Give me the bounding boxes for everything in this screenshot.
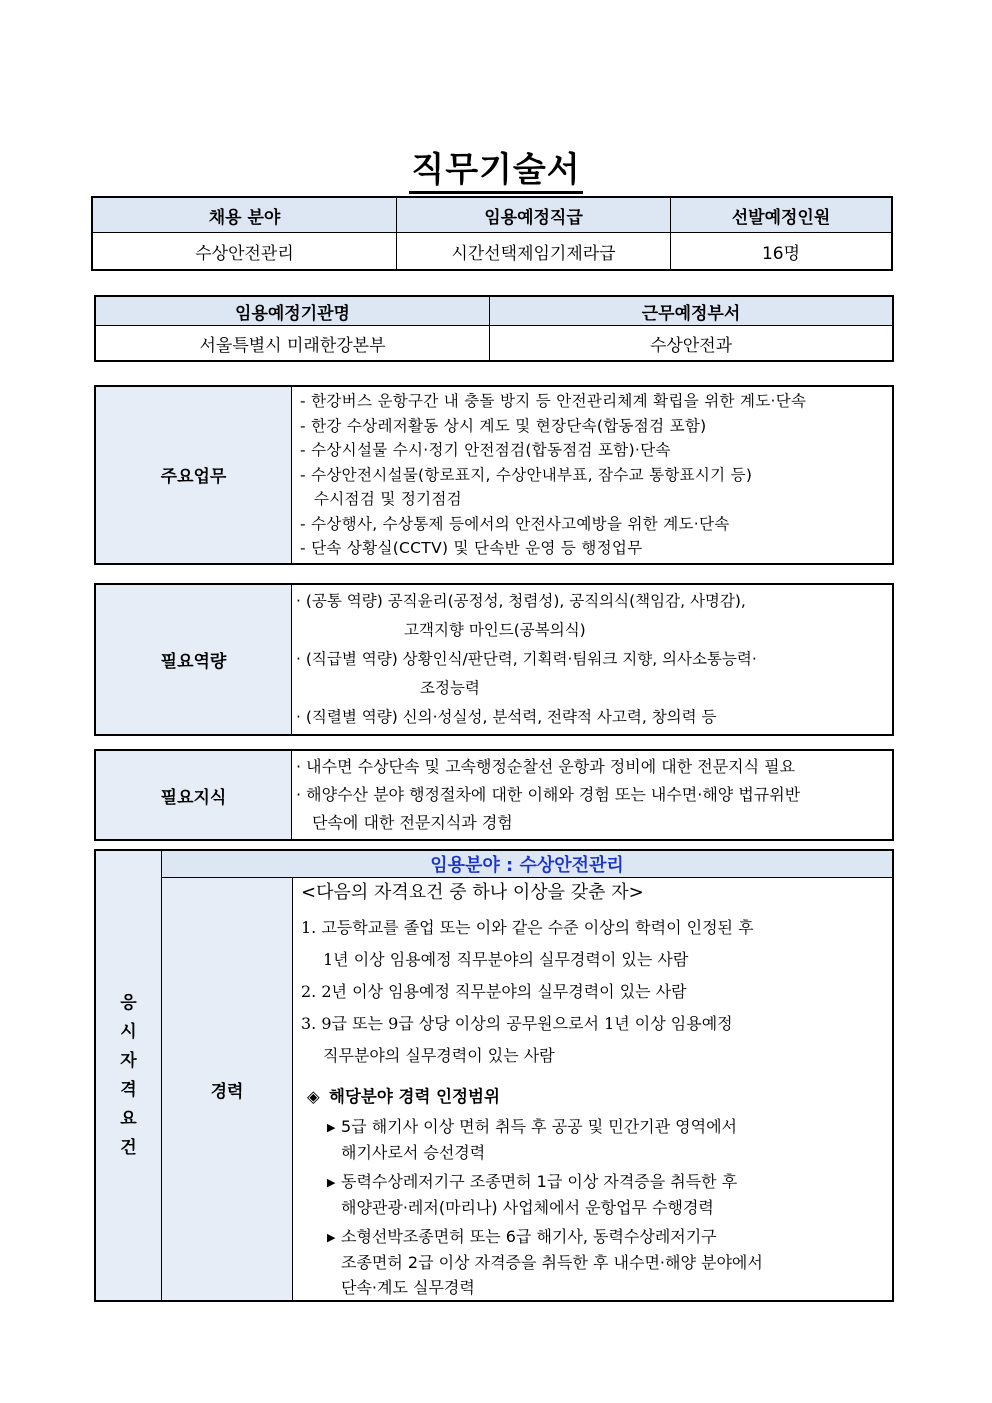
triangle-bullet-icon: ▶ <box>327 1231 336 1244</box>
duty-item-continued: 수시점검 및 정기점검 <box>314 490 462 508</box>
agency-table <box>95 296 893 361</box>
recognition-text: 소형선박조종면허 또는 6급 해기사, 동력수상레저기구 <box>341 1227 717 1246</box>
recruitment-table <box>92 197 892 270</box>
triangle-bullet-icon: ▶ <box>327 1176 336 1189</box>
requirement-item: 2. 2년 이상 임용예정 직무분야의 실무경력이 있는 사람 <box>301 982 687 1001</box>
recognition-text-continued: 단속·계도 실무경력 <box>341 1278 475 1297</box>
recognition-title-text: 해당분야 경력 인정범위 <box>329 1087 500 1106</box>
vertical-char: 자 <box>120 1050 137 1071</box>
requirement-item-continued: 직무분야의 실무경력이 있는 사람 <box>323 1046 555 1065</box>
requirement-item-continued: 1년 이상 임용예정 직무분야의 실무경력이 있는 사람 <box>323 950 689 969</box>
main-duties-table <box>95 386 893 564</box>
title-text: 직무기술서 <box>409 150 582 194</box>
duty-item: - 수상안전시설물(항로표지, 수상안내부표, 잠수교 통항표시기 등) <box>300 465 753 484</box>
vertical-char: 건 <box>120 1137 137 1158</box>
competency-common-continued: 고객지향 마인드(공복의식) <box>404 621 586 639</box>
competency-series: · (직렬별 역량) 신의·성실성, 분석력, 전략적 사고력, 창의력 등 <box>296 708 717 726</box>
header-grade: 임용예정직급 <box>397 198 671 233</box>
requirement-item: 1. 고등학교를 졸업 또는 이와 같은 수준 이상의 학력이 인정된 후 <box>301 918 754 937</box>
recognition-list <box>301 1114 884 1300</box>
header-agency: 임용예정기관명 <box>96 297 490 326</box>
competency-grade-continued: 조정능력 <box>420 679 480 697</box>
eligibility-vertical-label <box>96 851 162 1301</box>
knowledge-label: 필요지식 <box>96 751 292 840</box>
duty-item: - 한강버스 운항구간 내 충돌 방지 등 안전관리체계 확립을 위한 계도·단속 <box>300 392 807 410</box>
header-field: 채용 분야 <box>93 198 397 233</box>
recognition-item <box>327 1114 884 1165</box>
knowledge-item: · 해양수산 분야 행정절차에 대한 이해와 경험 또는 내수면·해양 법규위반 <box>296 785 801 804</box>
vertical-char: 요 <box>120 1108 137 1129</box>
requirements-list <box>301 912 884 1072</box>
recognition-text-continued: 조종면허 2급 이상 자격증을 취득한 후 내수면·해양 분야에서 <box>341 1253 763 1272</box>
recognition-text: 동력수상레저기구 조종면허 1급 이상 자격증을 취득한 후 <box>341 1172 738 1191</box>
vertical-char: 응 <box>120 992 137 1013</box>
knowledge-item-continued: 단속에 대한 전문지식과 경험 <box>312 813 513 832</box>
main-duties-label: 주요업무 <box>96 387 292 564</box>
value-grade: 시간선택제임기제라급 <box>397 233 671 270</box>
competency-grade: · (직급별 역량) 상황인식/판단력, 기획력·팀워크 지향, 의사소통능력· <box>296 650 757 668</box>
vertical-char: 시 <box>120 1021 137 1042</box>
duty-item: - 한강 수상레저활동 상시 계도 및 현장단속(합동점검 포함) <box>300 416 707 435</box>
competencies-table <box>95 584 893 735</box>
recognition-item <box>327 1224 884 1300</box>
value-agency: 서울특별시 미래한강본부 <box>96 326 490 361</box>
duty-item: - 수상시설물 수시·정기 안전점검(합동점검 포함)·단속 <box>300 441 671 459</box>
knowledge-content <box>292 751 893 840</box>
eligibility-table <box>95 850 893 1301</box>
triangle-bullet-icon: ▶ <box>327 1121 336 1134</box>
header-department: 근무예정부서 <box>490 297 893 326</box>
competencies-content <box>292 585 893 735</box>
requirement-item: 3. 9급 또는 9급 상당 이상의 공무원으로서 1년 이상 임용예정 <box>301 1014 733 1033</box>
knowledge-item: · 내수면 수상단속 및 고속행정순찰선 운항과 정비에 대한 전문지식 필요 <box>296 757 796 776</box>
value-field: 수상안전관리 <box>93 233 397 270</box>
experience-content <box>293 878 893 1301</box>
duty-item: - 수상행사, 수상통제 등에서의 안전사고예방을 위한 계도·단속 <box>300 514 730 533</box>
knowledge-table <box>95 750 893 840</box>
diamond-icon: ◈ <box>307 1087 320 1106</box>
recognition-text: 5급 해기사 이상 면허 취득 후 공공 및 민간기관 영역에서 <box>341 1117 737 1136</box>
section-header: 임용분야 : 수상안전관리 <box>162 851 893 878</box>
document-title <box>0 142 992 191</box>
recognition-item <box>327 1169 884 1220</box>
competencies-label: 필요역량 <box>96 585 292 735</box>
recognition-title <box>301 1084 884 1110</box>
main-duties-content <box>292 387 893 564</box>
recognition-text-continued: 해양관광·레저(마리나) 사업체에서 운항업무 수행경력 <box>341 1198 714 1217</box>
competency-common: · (공통 역량) 공직윤리(공정성, 청렴성), 공직의식(책임감, 사명감), <box>296 592 746 610</box>
value-department: 수상안전과 <box>490 326 893 361</box>
header-headcount: 선발예정인원 <box>671 198 892 233</box>
value-headcount: 16명 <box>671 233 892 270</box>
recognition-text-continued: 해기사로서 승선경력 <box>341 1143 486 1162</box>
vertical-char: 격 <box>120 1079 137 1100</box>
requirements-heading: <다음의 자격요건 중 하나 이상을 갖춘 자> <box>301 882 644 903</box>
experience-label: 경력 <box>162 878 293 1301</box>
duty-item: - 단속 상황실(CCTV) 및 단속반 운영 등 행정업무 <box>300 539 643 557</box>
